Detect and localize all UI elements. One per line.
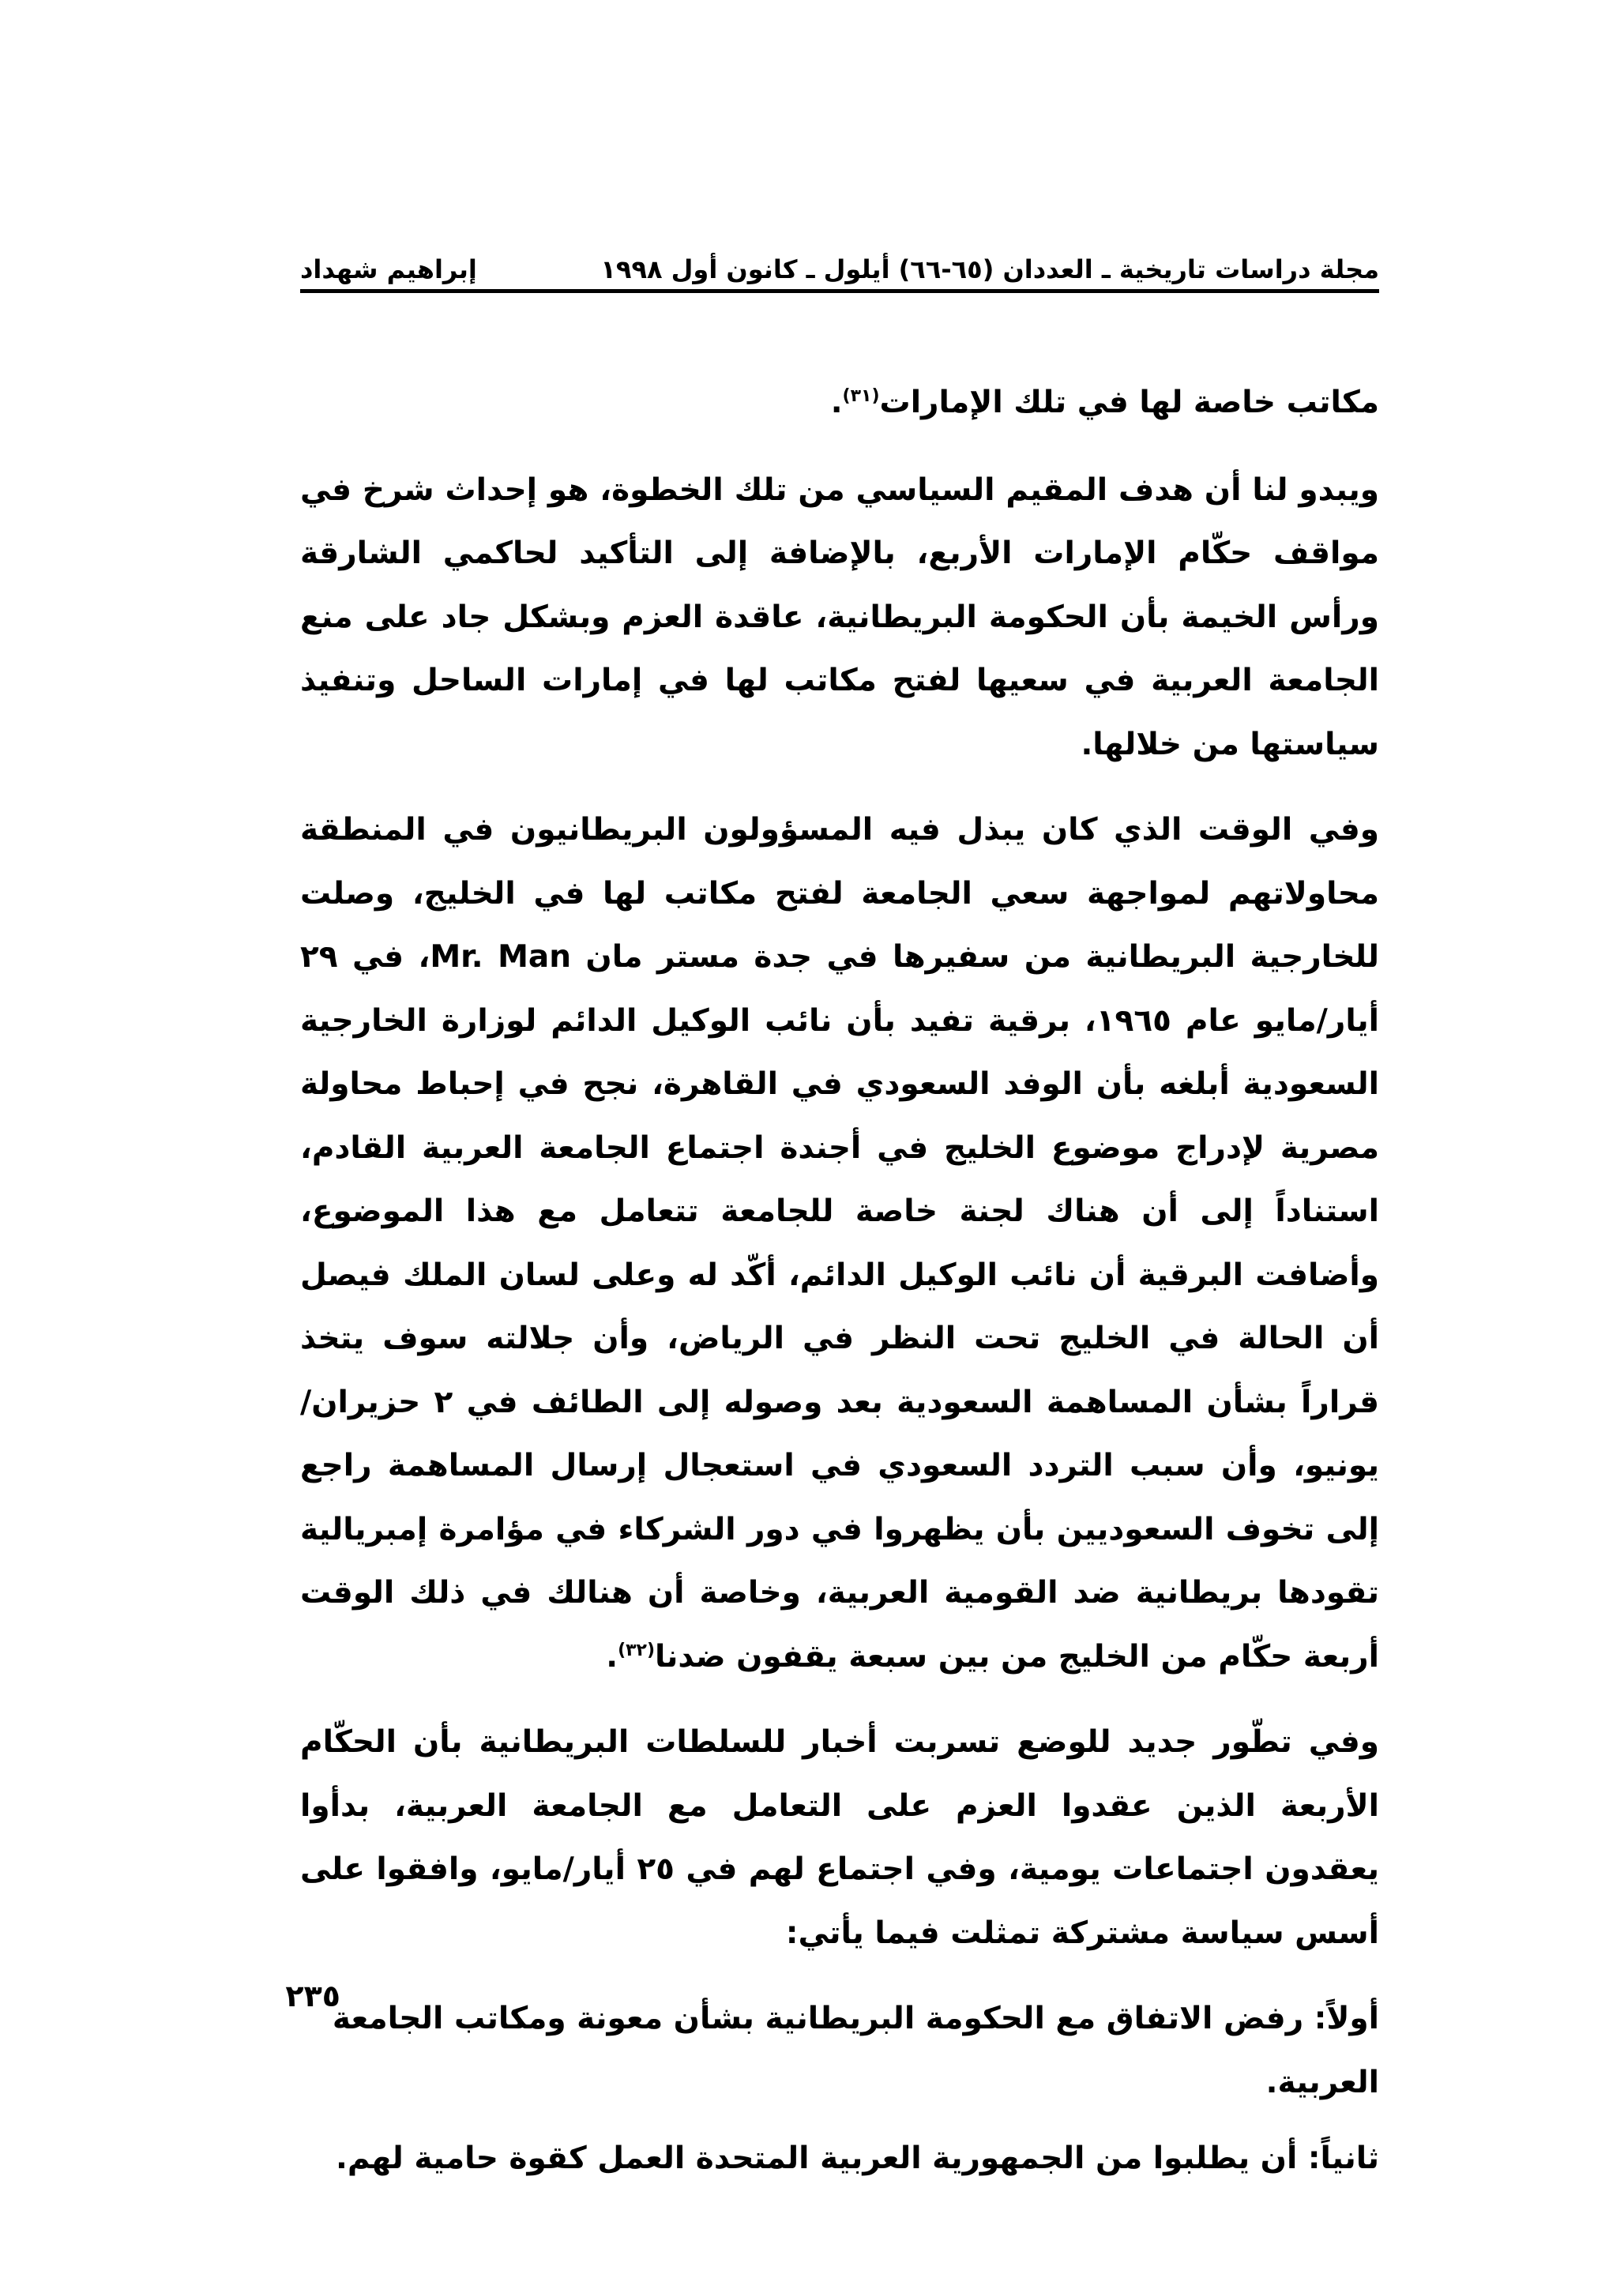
paragraph-1: مكاتب خاصة لها في تلك الإمارات$^{(٣١)}$.	[830, 385, 1379, 420]
journal-title: مجلة دراسات تاريخية ـ العددان (٦٥-٦٦) أيلول ـ كانون أول ١٩٩٨	[600, 254, 1379, 284]
point-second-text: أن يطلبوا من الجمهورية العربية المتحدة العمل كقوة حامية لهم.	[336, 2141, 1298, 2176]
point-second-label: ثانياً:	[1307, 2141, 1379, 2176]
point-first	[300, 1987, 1379, 2114]
paragraph-3: وفي الوقت الذي كان يبذل فيه المسؤولون البريطانيون في المنطقة محاولاتهم لمواجهة سعي الجامعة لفتح مكاتب لها في الخليج، وصلت للخارجية البريطانية من سفيرها في جدة مستر مان Mr. Man، في ٢٩ أيار/مايو عام ١٩٦٥، برقية تفيد بأن نائب الوكيل الدائم لوزارة الخارجية السعودية أبلغه بأن الوفد السعودي في القاهرة، نجح في إحباط محاولة مصرية لإدراج موضوع الخليج في أجندة اجتماع الجامعة العربية القادم، استناداً إلى أن هناك لجنة خاصة للجامعة تتعامل مع هذا الموضوع، وأضافت البرقية أن نائب الوكيل الدائم، أكّد له وعلى لسان الملك فيصل أن الحالة في الخليج تحت النظر في الرياض، وأن جلالته سوف يتخذ قراراً بشأن المساهمة السعودية بعد وصوله إلى الطائف في ٢ حزيران/يونيو، وأن سبب التردد السعودي في استعجال إرسال المساهمة راجع إلى تخوف السعوديين بأن يظهروا في دور الشركاء في مؤامرة إمبريالية تقودها بريطانية ضد القومية العربية، وخاصة أن هنالك في ذلك الوقت أربعة حكّام من الخليج من بين سبعة يقفون ضدنا$^{(٣٢)}$.	[300, 812, 1379, 1675]
running-header	[300, 237, 1379, 284]
point-second	[300, 2127, 1379, 2191]
page-number: ٢٣٥	[285, 1979, 340, 2013]
point-first-label: أولاً:	[1314, 2001, 1379, 2036]
paragraph-4: وفي تطّور جديد للوضع تسربت أخبار للسلطات البريطانية بأن الحكّام الأربعة الذين عقدوا العزم على التعامل مع الجامعة العربية، بدأوا يعقدون اجتماعات يومية، وفي اجتماع لهم في ٢٥ أيار/مايو، وافقوا على أسس سياسة مشتركة تمثلت فيما يأتي:	[300, 1724, 1379, 1951]
paragraph-2: ويبدو لنا أن هدف المقيم السياسي من تلك الخطوة، هو إحداث شرخ في مواقف حكّام الإمارات الأربع، بالإضافة إلى التأكيد لحاكمي الشارقة ورأس الخيمة بأن الحكومة البريطانية، عاقدة العزم وبشكل جاد على منع الجامعة العربية في سعيها لفتح مكاتب لها في إمارات الساحل وتنفيذ سياستها من خلالها.	[300, 472, 1379, 762]
point-first-text: رفض الاتفاق مع الحكومة البريطانية بشأن معونة ومكاتب الجامعة العربية.	[332, 2001, 1379, 2100]
header-divider	[300, 289, 1379, 293]
body-text	[300, 371, 1379, 2204]
author-name: إبراهيم شهداد	[300, 254, 477, 284]
footnote-ref-31: (٣١)	[842, 386, 880, 406]
footnote-ref-32: (٣٢)	[618, 1640, 656, 1660]
